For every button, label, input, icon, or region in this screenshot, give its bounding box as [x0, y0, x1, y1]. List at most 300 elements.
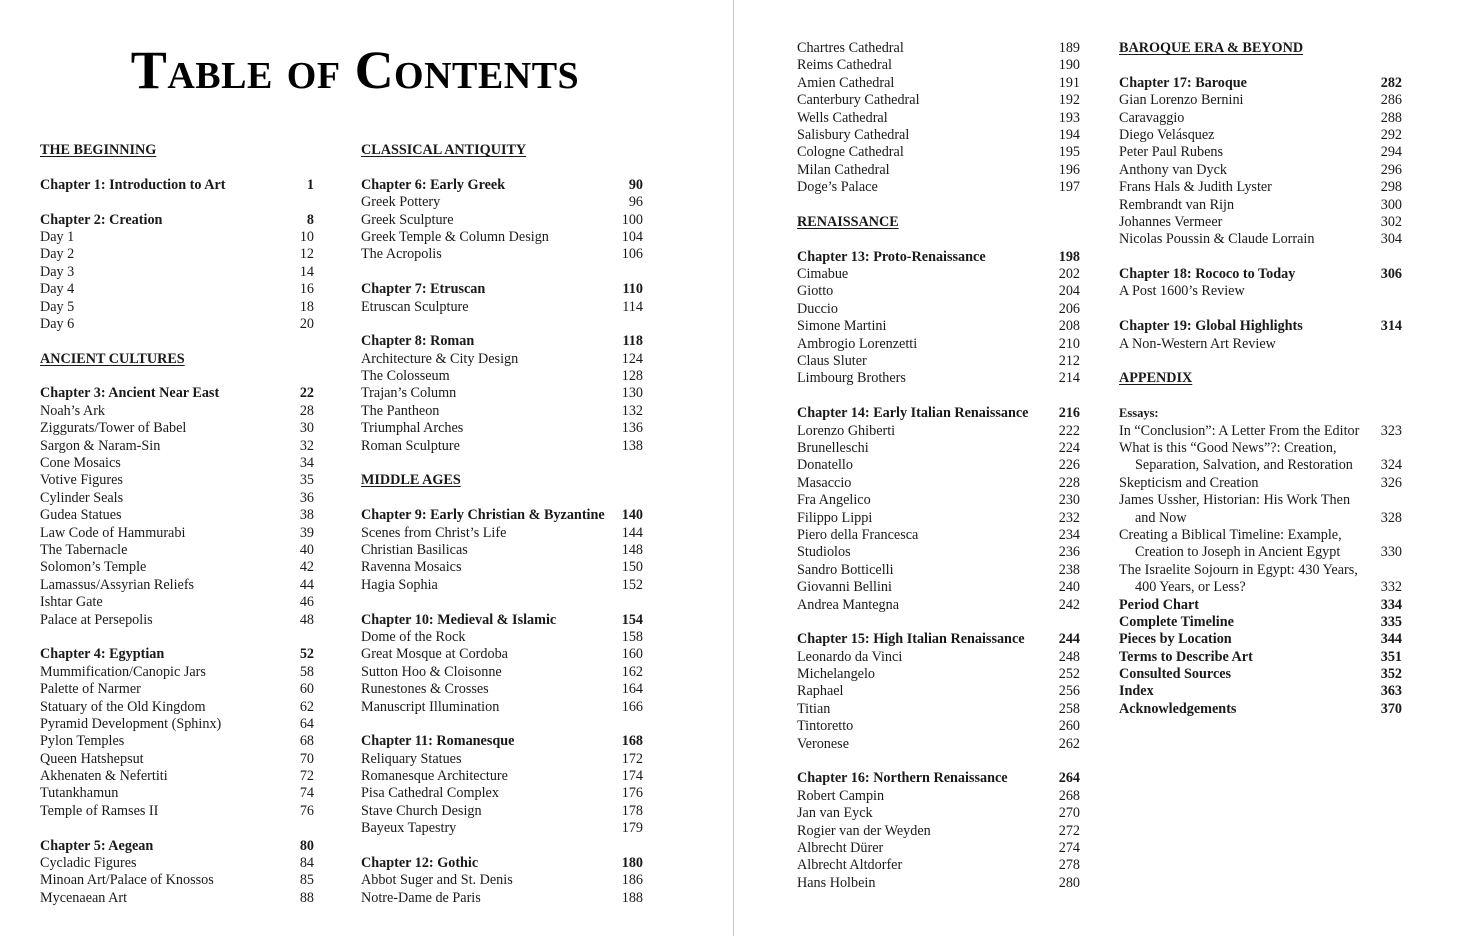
toc-entry[interactable] — [361, 420, 643, 437]
entry-page-number: 262 — [1058, 735, 1080, 752]
toc-entry[interactable] — [361, 194, 643, 211]
entry-page-number: 64 — [299, 715, 314, 732]
entry-page-number: 88 — [299, 889, 314, 906]
toc-entry[interactable] — [797, 579, 1080, 596]
toc-entry[interactable] — [1119, 423, 1402, 440]
toc-entry[interactable] — [797, 457, 1080, 474]
spacer — [361, 455, 643, 472]
entry-page-number: 314 — [1380, 318, 1402, 335]
entry-page-number: 42 — [299, 559, 314, 576]
entry-title: Chapter 16: Northern Renaissance — [797, 770, 1008, 787]
toc-entry[interactable] — [40, 594, 314, 611]
entry-page-number: 188 — [621, 889, 643, 906]
toc-chapter-entry[interactable] — [797, 249, 1080, 266]
toc-entry[interactable] — [40, 733, 314, 750]
toc-entry[interactable] — [1119, 510, 1402, 527]
entry-title: Chapter 1: Introduction to Art — [40, 176, 226, 193]
toc-entry[interactable] — [40, 420, 314, 437]
entry-title: Titian — [797, 700, 831, 717]
entry-title: Chapter 10: Medieval & Islamic — [361, 611, 557, 628]
toc-entry[interactable] — [40, 229, 314, 246]
entry-page-number: 96 — [628, 194, 643, 211]
entry-page-number: 352 — [1380, 666, 1402, 683]
toc-column-3 — [797, 40, 1080, 892]
entry-title: Creating a Biblical Timeline: Example, — [1119, 526, 1342, 543]
entry-page-number: 210 — [1058, 335, 1080, 352]
toc-entry[interactable] — [797, 649, 1080, 666]
toc-entry[interactable] — [40, 716, 314, 733]
toc-entry[interactable] — [797, 562, 1080, 579]
toc-entry[interactable] — [797, 336, 1080, 353]
toc-chapter-entry[interactable] — [40, 385, 314, 402]
entry-title: Johannes Vermeer — [1119, 213, 1223, 230]
toc-entry[interactable] — [797, 666, 1080, 683]
entry-title: Roman Sculpture — [361, 437, 460, 454]
toc-entry[interactable] — [797, 527, 1080, 544]
toc-entry[interactable] — [797, 40, 1080, 57]
toc-chapter-entry[interactable] — [361, 281, 643, 298]
entry-title: A Post 1600’s Review — [1119, 283, 1245, 300]
toc-entry[interactable] — [361, 212, 643, 229]
entry-page-number: 300 — [1380, 196, 1402, 213]
toc-entry[interactable] — [1119, 492, 1402, 509]
entry-title: Mycenaean Art — [40, 889, 128, 906]
section-heading-label: BAROQUE ERA & BEYOND — [1119, 40, 1304, 56]
entry-title: Manuscript Illumination — [361, 698, 500, 715]
entry-page-number: 190 — [1058, 57, 1080, 74]
toc-chapter-entry[interactable] — [1119, 631, 1402, 648]
toc-entry[interactable] — [797, 683, 1080, 700]
toc-entry[interactable] — [1119, 336, 1402, 353]
toc-entry[interactable] — [797, 127, 1080, 144]
toc-entry[interactable] — [40, 768, 314, 785]
toc-entry[interactable] — [40, 559, 314, 576]
toc-entry[interactable] — [1119, 579, 1402, 596]
entry-page-number — [1378, 562, 1402, 579]
entry-page-number: 280 — [1058, 874, 1080, 891]
entry-page-number: 328 — [1380, 509, 1402, 526]
entry-page-number: 16 — [299, 281, 314, 298]
toc-entry[interactable] — [797, 805, 1080, 822]
entry-page-number: 248 — [1058, 648, 1080, 665]
entry-page-number: 114 — [622, 298, 643, 315]
entry-title: Votive Figures — [40, 472, 123, 489]
entry-page-number: 84 — [299, 855, 314, 872]
toc-chapter-entry[interactable] — [361, 177, 643, 194]
toc-entry[interactable] — [797, 266, 1080, 283]
toc-entry[interactable] — [361, 872, 643, 889]
toc-entry[interactable] — [1119, 475, 1402, 492]
entry-page-number: 214 — [1058, 370, 1080, 387]
section-heading — [361, 472, 643, 489]
entry-title: Law Code of Hammurabi — [40, 524, 186, 541]
entry-title: Nicolas Poussin & Claude Lorrain — [1119, 231, 1315, 248]
toc-entry[interactable] — [1119, 231, 1402, 248]
toc-entry[interactable] — [361, 820, 643, 837]
toc-entry[interactable] — [797, 510, 1080, 527]
entry-page-number: 72 — [299, 768, 314, 785]
toc-entry[interactable] — [361, 559, 643, 576]
toc-entry[interactable] — [40, 264, 314, 281]
entry-page-number: 70 — [299, 750, 314, 767]
toc-entry[interactable] — [1119, 440, 1402, 457]
entry-page-number: 268 — [1058, 787, 1080, 804]
spacer — [797, 388, 1080, 405]
toc-entry[interactable] — [361, 646, 643, 663]
toc-entry[interactable] — [797, 440, 1080, 457]
entry-page-number: 256 — [1058, 683, 1080, 700]
entry-page-number: 234 — [1058, 526, 1080, 543]
toc-entry[interactable] — [1119, 144, 1402, 161]
toc-chapter-entry[interactable] — [1119, 75, 1402, 92]
section-heading-label: MIDDLE AGES — [361, 472, 461, 489]
toc-entry[interactable] — [797, 370, 1080, 387]
toc-chapter-entry[interactable] — [361, 612, 643, 629]
entry-title: Dome of the Rock — [361, 628, 466, 645]
toc-entry[interactable] — [797, 475, 1080, 492]
toc-entry[interactable] — [40, 490, 314, 507]
toc-entry[interactable] — [797, 701, 1080, 718]
toc-chapter-entry[interactable] — [797, 770, 1080, 787]
toc-entry[interactable] — [797, 301, 1080, 318]
section-heading-label: APPENDIX — [1119, 370, 1193, 387]
entry-page-number: 48 — [299, 611, 314, 628]
entry-page-number: 242 — [1058, 596, 1080, 613]
toc-chapter-entry[interactable] — [1119, 266, 1402, 283]
entry-title: Abbot Suger and St. Denis — [361, 872, 513, 889]
toc-entry[interactable] — [1119, 179, 1402, 196]
entry-title: Doge’s Palace — [797, 179, 878, 196]
toc-entry[interactable] — [797, 318, 1080, 335]
toc-entry[interactable] — [797, 162, 1080, 179]
entry-page-number: 46 — [299, 594, 314, 611]
toc-entry[interactable] — [1119, 283, 1402, 300]
entry-title: Scenes from Christ’s Life — [361, 524, 507, 541]
toc-entry[interactable] — [40, 472, 314, 489]
toc-entry[interactable] — [1119, 562, 1402, 579]
entry-page-number: 326 — [1380, 474, 1402, 491]
entry-title: Brunelleschi — [797, 439, 869, 456]
toc-entry[interactable] — [361, 299, 643, 316]
entry-page-number: 274 — [1058, 839, 1080, 856]
entry-page-number: 230 — [1058, 492, 1080, 509]
toc-entry[interactable] — [361, 246, 643, 263]
toc-chapter-entry[interactable] — [797, 405, 1080, 422]
entry-title: Palette of Narmer — [40, 681, 141, 698]
toc-entry[interactable] — [40, 438, 314, 455]
toc-chapter-entry[interactable] — [361, 507, 643, 524]
toc-entry[interactable] — [361, 525, 643, 542]
spacer — [361, 490, 643, 507]
entry-title: What is this “Good News”?: Creation, — [1119, 439, 1337, 456]
toc-entry[interactable] — [40, 803, 314, 820]
entry-page-number: 52 — [299, 646, 314, 663]
entry-title: Day 3 — [40, 263, 75, 280]
toc-entry[interactable] — [797, 857, 1080, 874]
toc-chapter-entry[interactable] — [1119, 318, 1402, 335]
entry-title: Chapter 6: Early Greek — [361, 176, 506, 193]
entry-title: Diego Velásquez — [1119, 126, 1215, 143]
toc-chapter-entry[interactable] — [40, 177, 314, 194]
entry-page-number: 306 — [1380, 266, 1402, 283]
toc-entry[interactable] — [797, 875, 1080, 892]
entry-title: Creation to Joseph in Ancient Egypt — [1135, 544, 1341, 561]
entry-page-number: 298 — [1380, 179, 1402, 196]
entry-title: Noah’s Ark — [40, 402, 106, 419]
entry-title: The Israelite Sojourn in Egypt: 430 Years, — [1119, 561, 1358, 578]
toc-entry[interactable] — [1119, 544, 1402, 561]
entry-page-number: 370 — [1380, 700, 1402, 717]
entry-page-number: 85 — [299, 872, 314, 889]
entry-page-number: 179 — [621, 820, 643, 837]
toc-entry[interactable] — [361, 699, 643, 716]
toc-entry[interactable] — [1119, 92, 1402, 109]
toc-entry[interactable] — [40, 507, 314, 524]
entry-page-number: 180 — [621, 855, 643, 872]
entry-title: Chapter 3: Ancient Near East — [40, 385, 220, 402]
entry-title: Anthony van Dyck — [1119, 161, 1227, 178]
entry-title: Simone Martini — [797, 318, 887, 335]
entry-page-number: 90 — [628, 176, 643, 193]
toc-entry[interactable] — [361, 368, 643, 385]
entry-page-number: 8 — [306, 211, 314, 228]
toc-entry[interactable] — [361, 351, 643, 368]
entry-page-number: 351 — [1380, 648, 1402, 665]
entry-page-number: 148 — [621, 541, 643, 558]
entry-title: Chapter 12: Gothic — [361, 855, 479, 872]
toc-entry[interactable] — [361, 681, 643, 698]
toc-entry[interactable] — [361, 403, 643, 420]
toc-entry[interactable] — [1119, 110, 1402, 127]
entry-page-number: 32 — [299, 437, 314, 454]
toc-entry[interactable] — [40, 403, 314, 420]
toc-entry[interactable] — [361, 438, 643, 455]
entry-title: Fra Angelico — [797, 492, 871, 509]
toc-entry[interactable] — [1119, 527, 1402, 544]
entry-page-number: 138 — [621, 437, 643, 454]
entry-title: Gudea Statues — [40, 507, 122, 524]
toc-entry[interactable] — [797, 597, 1080, 614]
entry-title: Ambrogio Lorenzetti — [797, 335, 918, 352]
toc-entry[interactable] — [1119, 127, 1402, 144]
entry-page-number: 10 — [299, 228, 314, 245]
toc-entry[interactable] — [40, 577, 314, 594]
toc-entry[interactable] — [797, 736, 1080, 753]
entry-page-number: 162 — [621, 663, 643, 680]
entry-title: Tutankhamun — [40, 785, 119, 802]
toc-entry[interactable] — [40, 699, 314, 716]
toc-entry[interactable] — [797, 823, 1080, 840]
entry-title: Raphael — [797, 683, 844, 700]
entry-title: Greek Temple & Column Design — [361, 228, 549, 245]
toc-entry[interactable] — [797, 144, 1080, 161]
entry-page-number: 18 — [299, 298, 314, 315]
entry-page-number: 22 — [299, 385, 314, 402]
entry-title: Masaccio — [797, 474, 852, 491]
entry-title: Palace at Persepolis — [40, 611, 153, 628]
toc-entry[interactable] — [797, 92, 1080, 109]
entry-title: Chapter 9: Early Christian & Byzantine — [361, 507, 605, 524]
entry-title: Cylinder Seals — [40, 489, 124, 506]
toc-chapter-entry[interactable] — [361, 733, 643, 750]
toc-entry[interactable] — [797, 788, 1080, 805]
toc-entry[interactable] — [361, 229, 643, 246]
toc-entry[interactable] — [40, 681, 314, 698]
toc-entry[interactable] — [797, 75, 1080, 92]
entry-title: Milan Cathedral — [797, 161, 890, 178]
toc-column-2 — [361, 142, 643, 907]
toc-entry[interactable] — [361, 577, 643, 594]
toc-entry[interactable] — [361, 890, 643, 907]
page-title: Table of Contents — [130, 40, 580, 100]
toc-entry[interactable] — [40, 455, 314, 472]
entry-page-number: 110 — [622, 281, 643, 298]
entry-page-number: 286 — [1380, 92, 1402, 109]
entry-title: Peter Paul Rubens — [1119, 144, 1224, 161]
entry-title: Cycladic Figures — [40, 855, 137, 872]
entry-title: Temple of Ramses II — [40, 802, 159, 819]
toc-entry[interactable] — [797, 423, 1080, 440]
entry-page-number: 58 — [299, 663, 314, 680]
spacer — [40, 159, 314, 176]
entry-title: Runestones & Crosses — [361, 681, 489, 698]
toc-entry[interactable] — [40, 664, 314, 681]
toc-entry[interactable] — [797, 110, 1080, 127]
toc-chapter-entry[interactable] — [40, 646, 314, 663]
toc-entry[interactable] — [361, 385, 643, 402]
toc-entry[interactable] — [1119, 457, 1402, 474]
toc-entry[interactable] — [40, 612, 314, 629]
entry-title: Rembrandt van Rijn — [1119, 196, 1235, 213]
toc-entry[interactable] — [1119, 162, 1402, 179]
toc-column-4 — [1119, 40, 1402, 718]
toc-entry[interactable] — [40, 542, 314, 559]
section-heading — [1119, 40, 1402, 57]
toc-entry[interactable] — [361, 785, 643, 802]
entry-page-number: 332 — [1380, 579, 1402, 596]
spacer — [797, 753, 1080, 770]
toc-chapter-entry[interactable] — [1119, 597, 1402, 614]
toc-entry[interactable] — [40, 872, 314, 889]
entry-title: Pisa Cathedral Complex — [361, 785, 499, 802]
toc-entry[interactable] — [361, 803, 643, 820]
toc-entry[interactable] — [1119, 197, 1402, 214]
toc-chapter-entry[interactable] — [1119, 683, 1402, 700]
entry-title: Mummification/Canopic Jars — [40, 663, 206, 680]
spacer — [40, 194, 314, 211]
entry-title: Chapter 18: Rococo to Today — [1119, 266, 1296, 283]
entry-page-number: 330 — [1380, 544, 1402, 561]
entry-page-number: 206 — [1058, 300, 1080, 317]
toc-entry[interactable] — [40, 281, 314, 298]
entry-title: Amien Cathedral — [797, 74, 895, 91]
toc-chapter-entry[interactable] — [40, 212, 314, 229]
toc-entry[interactable] — [797, 57, 1080, 74]
entry-title: Romanesque Architecture — [361, 768, 508, 785]
entry-title: Etruscan Sculpture — [361, 298, 469, 315]
toc-entry[interactable] — [797, 353, 1080, 370]
entry-page-number: 244 — [1058, 631, 1080, 648]
toc-entry[interactable] — [797, 544, 1080, 561]
toc-entry[interactable] — [40, 855, 314, 872]
toc-entry[interactable] — [40, 316, 314, 333]
toc-entry[interactable] — [361, 629, 643, 646]
entry-page-number: 195 — [1058, 144, 1080, 161]
entry-page-number: 168 — [621, 733, 643, 750]
toc-chapter-entry[interactable] — [1119, 666, 1402, 683]
entry-page-number: 240 — [1058, 579, 1080, 596]
toc-entry[interactable] — [361, 751, 643, 768]
entry-page-number: 238 — [1058, 561, 1080, 578]
toc-chapter-entry[interactable] — [40, 838, 314, 855]
toc-entry[interactable] — [361, 768, 643, 785]
entry-title: Chapter 4: Egyptian — [40, 646, 165, 663]
entry-page-number: 106 — [621, 246, 643, 263]
toc-entry[interactable] — [40, 785, 314, 802]
entry-title: Index — [1119, 683, 1154, 700]
entry-title: Chapter 2: Creation — [40, 211, 163, 228]
toc-entry[interactable] — [797, 179, 1080, 196]
toc-entry[interactable] — [797, 492, 1080, 509]
entry-title: Filippo Lippi — [797, 509, 873, 526]
entry-title: Lamassus/Assyrian Reliefs — [40, 576, 195, 593]
entry-page-number — [1378, 492, 1402, 509]
entry-page-number: 335 — [1380, 613, 1402, 630]
entry-title: Day 2 — [40, 246, 75, 263]
toc-entry[interactable] — [40, 751, 314, 768]
entry-title: Day 4 — [40, 281, 75, 298]
spacer — [361, 838, 643, 855]
spacer — [361, 316, 643, 333]
toc-entry[interactable] — [40, 890, 314, 907]
entry-title: Canterbury Cathedral — [797, 92, 920, 109]
toc-entry[interactable] — [40, 299, 314, 316]
entry-title: The Pantheon — [361, 402, 440, 419]
entry-title: Chapter 14: Early Italian Renaissance — [797, 405, 1029, 422]
toc-chapter-entry[interactable] — [1119, 614, 1402, 631]
toc-chapter-entry[interactable] — [361, 855, 643, 872]
toc-chapter-entry[interactable] — [361, 333, 643, 350]
entry-page-number: 130 — [621, 385, 643, 402]
toc-entry[interactable] — [361, 542, 643, 559]
entry-title: Giotto — [797, 283, 834, 300]
entry-title: Leonardo da Vinci — [797, 648, 903, 665]
entry-page-number: 35 — [299, 472, 314, 489]
toc-chapter-entry[interactable] — [1119, 649, 1402, 666]
toc-chapter-entry[interactable] — [1119, 701, 1402, 718]
entry-page-number: 44 — [299, 576, 314, 593]
toc-entry[interactable] — [797, 718, 1080, 735]
toc-chapter-entry[interactable] — [797, 631, 1080, 648]
toc-entry[interactable] — [797, 840, 1080, 857]
entry-title: Hans Holbein — [797, 874, 876, 891]
toc-entry[interactable] — [797, 283, 1080, 300]
entry-title: Robert Campin — [797, 787, 885, 804]
entry-title: Chapter 8: Roman — [361, 333, 475, 350]
entry-title: Acknowledgements — [1119, 700, 1237, 717]
entry-page-number: 28 — [299, 402, 314, 419]
toc-entry[interactable] — [361, 664, 643, 681]
entry-page-number: 191 — [1058, 74, 1080, 91]
section-heading-label: RENAISSANCE — [797, 213, 899, 230]
section-heading — [40, 142, 314, 159]
toc-entry[interactable] — [1119, 214, 1402, 231]
entry-page-number: 334 — [1380, 596, 1402, 613]
spacer — [361, 716, 643, 733]
toc-entry[interactable] — [40, 246, 314, 263]
toc-entry[interactable] — [40, 525, 314, 542]
entry-page-number: 288 — [1380, 109, 1402, 126]
